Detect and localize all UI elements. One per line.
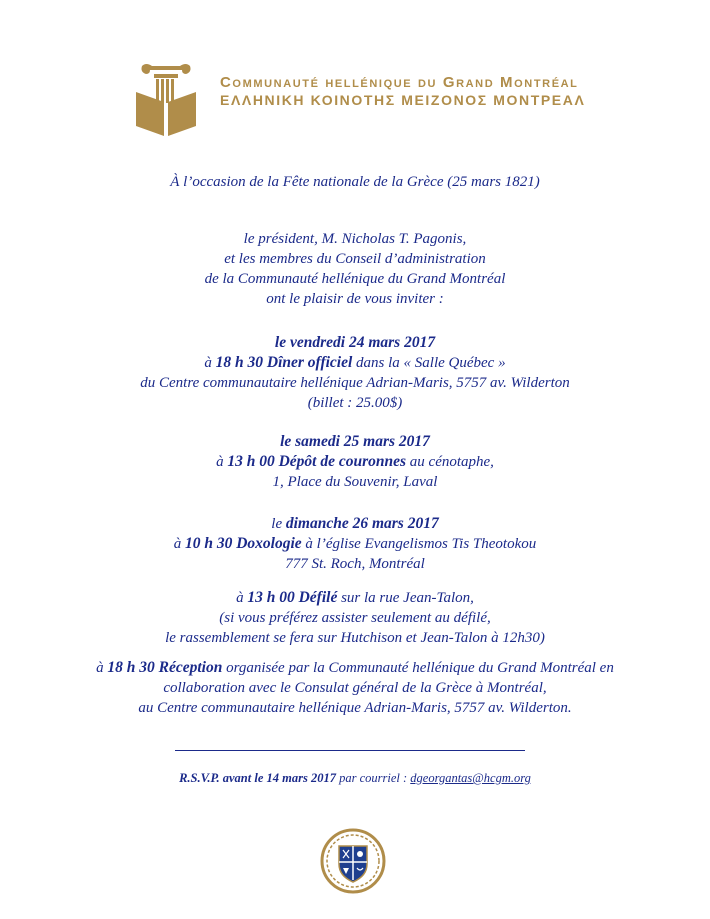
- event-date: le samedi 25 mars 2017: [280, 433, 430, 450]
- intro-section: [0, 172, 710, 192]
- letterhead: [134, 62, 586, 138]
- event-prefix: à: [216, 454, 224, 470]
- event-prefix: à: [204, 355, 212, 371]
- event-reception: [0, 658, 710, 718]
- event-date: dimanche 26 mars 2017: [285, 515, 439, 532]
- rsvp-line: [0, 768, 710, 788]
- event-prefix: à: [173, 536, 182, 552]
- event-note-1: (si vous préférez assister seulement au défilé,: [219, 610, 491, 626]
- org-name-french: Communauté hellénique du Grand Montréal: [220, 74, 579, 91]
- event-parade: [0, 588, 710, 648]
- event-ticket: (billet : 25.00$): [307, 395, 403, 411]
- event-address: 1, Place du Souvenir, Laval: [272, 474, 438, 490]
- host-line-4: ont le plaisir de vous inviter :: [266, 291, 444, 307]
- event-doxology: [0, 514, 710, 574]
- event-date-prefix: le: [271, 516, 283, 532]
- hosts-section: [0, 229, 710, 309]
- event-time-title: 18 h 30 Dîner officiel: [215, 354, 353, 371]
- event-date: le vendredi 24 mars 2017: [274, 334, 436, 351]
- community-seal-emblem-icon: [320, 828, 386, 894]
- intro-line: À l’occasion de la Fête nationale de la Grèce (25 mars 1821): [170, 174, 540, 190]
- rsvp-via: par courriel :: [339, 771, 408, 785]
- event-line-3: au Centre communautaire hellénique Adrian-Maris, 5757 av. Wilderton.: [138, 700, 572, 716]
- host-line-2: et les membres du Conseil d’administration: [224, 251, 486, 267]
- event-time-title: 13 h 00 Défilé: [247, 589, 338, 606]
- event-wreath: [0, 432, 710, 492]
- event-location: dans la « Salle Québec »: [356, 355, 506, 371]
- host-line-3: de la Communauté hellénique du Grand Montréal: [204, 271, 506, 287]
- event-time-title: 10 h 30 Doxologie: [184, 535, 302, 552]
- event-prefix: à: [236, 590, 244, 606]
- event-line-2: collaboration avec le Consulat général de la Grèce à Montréal,: [163, 680, 547, 696]
- event-description: organisée par la Communauté hellénique du Grand Montréal en: [226, 660, 614, 676]
- column-book-logo-icon: [134, 62, 198, 136]
- event-location: au cénotaphe,: [409, 454, 494, 470]
- org-name-greek: ΕΛΛΗΝΙΚΗ ΚΟΙΝΟΤΗΣ ΜΕΙΖΟΝΟΣ ΜΟΝΤΡΕΑΛ: [220, 92, 586, 108]
- rsvp-label: R.S.V.P. avant le 14 mars 2017: [179, 771, 336, 785]
- event-time-title: 18 h 30 Réception: [107, 659, 223, 676]
- event-dinner: [0, 333, 710, 413]
- rsvp-email-link[interactable]: dgeorgantas@hcgm.org: [410, 771, 531, 785]
- event-address: du Centre communautaire hellénique Adrian-Maris, 5757 av. Wilderton: [140, 375, 570, 391]
- host-line-1: le président, M. Nicholas T. Pagonis,: [243, 231, 467, 247]
- divider-line: [175, 750, 525, 751]
- event-location: à l’église Evangelismos Tis Theotokou: [305, 536, 537, 552]
- event-time-title: 13 h 00 Dépôt de couronnes: [227, 453, 407, 470]
- event-location: sur la rue Jean-Talon,: [341, 590, 474, 606]
- event-note-2: le rassemblement se fera sur Hutchison et Jean-Talon à 12h30): [165, 630, 545, 646]
- event-prefix: à: [96, 660, 104, 676]
- event-address: 777 St. Roch, Montréal: [285, 556, 425, 572]
